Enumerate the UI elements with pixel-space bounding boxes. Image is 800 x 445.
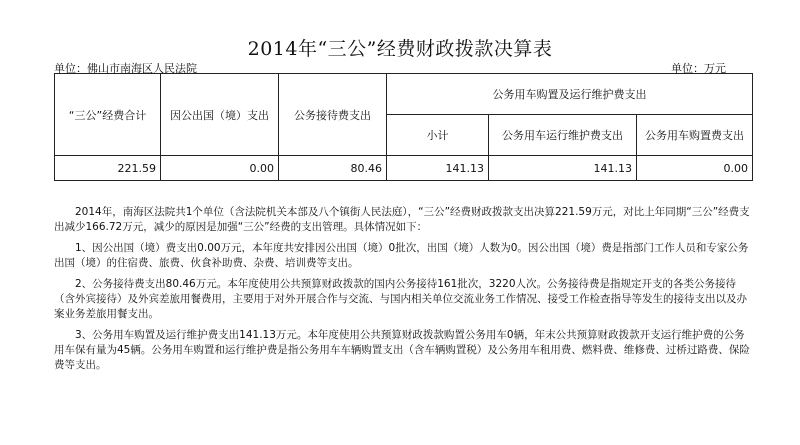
header-subtotal: 小计 [387, 115, 489, 156]
header-vehicle-group: 公务用车购置及运行维护费支出 [387, 74, 753, 115]
paragraph-vehicle: 3、公务用车购置及运行维护费支出141.13万元。本年度使用公共预算财政拨款购置公务用车0辆，年末公共预算财政拨款开支运行维护费的公务用车保有量为45辆。公务用车购置和运行维护费是指公务用车车辆购置支出（含车辆购置税）及公务用车租用费、燃料费、维修费、过桥过路费、保险费等支出。 [54, 329, 750, 371]
paragraph-abroad: 1、因公出国（境）费支出0.00万元，本年度共安排因公出国（境）0批次，出国（境）人数为0。因公出国（境）费是指部门工作人员和专家公务出国（境）的住宿费、旅费、伙食补助费、杂费、培训费等支出。 [54, 242, 749, 269]
header-reception: 公务接待费支出 [279, 74, 387, 156]
expense-table [54, 73, 753, 181]
header-total: “三公”经费合计 [55, 74, 161, 156]
value-subtotal: 141.13 [387, 156, 489, 181]
value-total: 221.59 [55, 156, 161, 181]
value-vehicle-purchase: 0.00 [637, 156, 753, 181]
explanation-text [54, 205, 754, 379]
header-abroad: 因公出国（境）支出 [161, 74, 279, 156]
value-abroad: 0.00 [161, 156, 279, 181]
page-title: 2014年“三公”经费财政拨款决算表 [247, 38, 553, 60]
header-vehicle-purchase: 公务用车购置费支出 [637, 115, 753, 156]
unit-organization: 单位：佛山市南海区人民法院 [54, 62, 197, 75]
unit-currency: 单位：万元 [671, 62, 726, 75]
header-vehicle-operation: 公务用车运行维护费支出 [489, 115, 637, 156]
paragraph-summary: 2014年，南海区法院共1个单位（含法院机关本部及八个镇街人民法庭），“三公”经费财政拨款支出决算221.59万元，对比上年同期“三公”经费支出减少166.72万元，减少的原因是加强“三公”经费的支出管理。具体情况如下： [54, 206, 750, 233]
value-reception: 80.46 [279, 156, 387, 181]
value-vehicle-operation: 141.13 [489, 156, 637, 181]
unit-row [54, 60, 754, 74]
paragraph-reception: 2、公务接待费支出80.46万元。本年度使用公共预算财政拨款的国内公务接待161批次，3220人次。公务接待费是指规定开支的各类公务接待（含外宾接待）及外宾差旅用餐费用，主要用于对外开展合作与交流、与国内相关单位交流业务工作情况、接受工作检查指导等发生的接待支出以及办案业务差旅用餐支出。 [54, 278, 747, 320]
table-header-row [55, 74, 753, 115]
table-row [55, 156, 753, 181]
